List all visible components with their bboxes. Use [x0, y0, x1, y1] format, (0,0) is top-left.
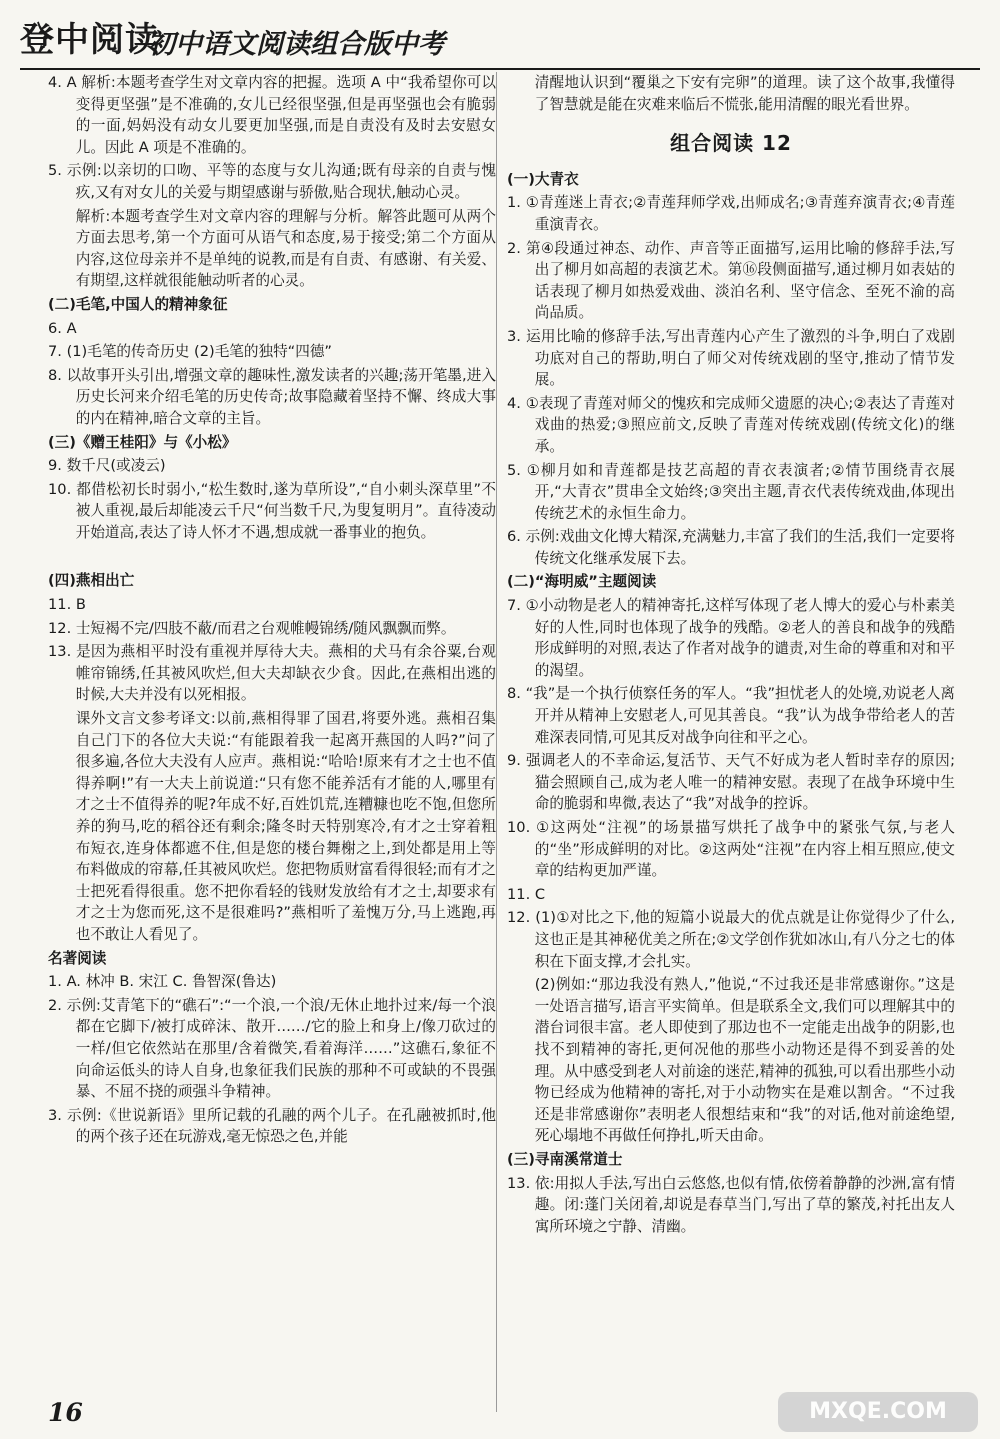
- answer-item: 3. 示例:《世说新语》里所记载的孔融的两个儿子。在孔融被抓时,他的两个孩子还在玩游戏,毫无惊恐之色,并能: [48, 1106, 496, 1146]
- answer-item: 12. (1)①对比之下,他的短篇小说最大的优点就是让你觉得少了什么,这也正是其神秘优美之所在;②文学创作犹如冰山,有八分之七的体积在下面支撑,才会扎实。: [507, 909, 955, 970]
- section-heading: (一)大青衣: [507, 170, 579, 188]
- answer-item: 11. C: [507, 885, 546, 903]
- answer-explanation: (2)例如:“那边我没有熟人,”他说,“不过我还是非常感谢你。”这是一处语言描写,语言平实简单。但是联系全文,我们可以理解其中的潜台词很丰富。老人即使到了那边也不一定能走出战争的阴影,也找不到精神的寄托,更何况他的那些小动物还是得不到妥善的处理。从中感受到老人对前途的迷茫,精神的孤独,可以看出那些小动物已经成为他精神的寄托,对于小动物实在是难以割舍。“不过我还是非常感谢你”表明老人很想结束和“我”的对话,他对前途绝望,死心塌地不再做任何挣扎,听天由命。: [534, 976, 955, 1145]
- page-number: 16: [48, 1398, 83, 1427]
- answer-item: 1. ①青莲迷上青衣;②青莲拜师学戏,出师成名;③青莲弃演青衣;④青莲重演青衣。: [507, 194, 955, 233]
- section-heading: (二)“海明威”主题阅读: [507, 573, 657, 591]
- answer-item: 1. A. 林冲 B. 宋江 C. 鲁智深(鲁达): [48, 973, 277, 991]
- group-title: 组合阅读 12: [670, 131, 792, 156]
- spacer: [48, 545, 496, 569]
- answer-item: 9. 强调老人的不幸命运,复活节、天气不好成为老人暂时幸存的原因;猫会照顾自己,成为老人唯一的精神安慰。表现了在战争环境中生命的脆弱和卑微,表达了“我”对战争的控诉。: [507, 752, 955, 813]
- watermark-logo: MXQE.COM: [778, 1392, 978, 1432]
- answer-item: 4. ①表现了青莲对师父的愧疚和完成师父遗愿的决心;②表达了青莲对戏曲的热爱;③照应前文,反映了青莲对传统戏剧(传统文化)的继承。: [507, 394, 955, 455]
- answer-item: 9. 数千尺(或凌云): [48, 457, 166, 475]
- answer-item: 13. 是因为燕相平时没有重视并厚待大夫。燕相的犬马有余谷粟,台观帷帘锦绣,任其被风吹烂,但大夫却缺衣少食。因此,在燕相出逃的时候,大夫并没有以死相报。: [48, 643, 496, 704]
- answer-item: 10. 都借松初长时弱小,“松生数时,遂为草所设”,“自小刺头深草里”不被人重视,最后却能凌云千尺“何当数千尺,为叟复明月”。直待凌动开始道高,表达了诗人怀才不遇,想成就一番事业的抱负。: [48, 480, 496, 541]
- answer-explanation: 课外文言文参考译文:以前,燕相得罪了国君,将要外逃。燕相召集自己门下的各位大夫说:“有能跟着我一起离开燕国的人吗?”问了很多遍,各位大夫没有人应声。燕相说:“哈哈!原来有才之士也不值得养啊!”有一大夫上前说道:“只有您不能养活有才能的人,哪里有才之士不值得养的呢?年成不好,百姓饥荒,连糟糠也吃不饱,但您所养的狗马,吃的稻谷还有剩余;隆冬时天特别寒冷,有才之士穿着粗布短衣,连身体都遮不住,但是您的楼台舞榭之上,到处都是用上等布料做成的帘幕,任其被风吹烂。您把物质财富看得很轻;而有才之士把死看得很重。您不把你看轻的钱财发放给有才之士,却要求有才之士为您而死,这不是很难吗?”燕相听了羞愧万分,马上逃跑,再也不敢让人看见了。: [75, 710, 496, 943]
- section-heading: (三)《赠王桂阳》与《小松》: [48, 433, 237, 451]
- section-heading: (四)燕相出亡: [48, 572, 135, 590]
- answer-item: 7. (1)毛笔的传奇历史 (2)毛笔的独特“四德”: [48, 343, 332, 361]
- answer-item: 7. ①小动物是老人的精神寄托,这样写体现了老人博大的爱心与朴素美好的人性,同时也体现了战争的残酷。②老人的善良和战争的残酷形成鲜明的对照,表达了作者对战争的谴责,对生命的尊重和对和平的渴望。: [507, 597, 955, 679]
- section-heading: 名著阅读: [48, 949, 107, 967]
- section-heading: (三)寻南溪常道士: [507, 1150, 623, 1168]
- answer-item: 8. 以故事开头引出,增强文章的趣味性,激发读者的兴趣;荡开笔墨,进入历史长河来介绍毛笔的历史传奇;故事隐藏着坚持不懈、终成大事的内在精神,暗合文章的主旨。: [48, 366, 496, 427]
- answer-item: 3. 运用比喻的修辞手法,写出青莲内心产生了激烈的斗争,明白了戏剧功底对自己的帮助,明白了师父对传统戏剧的坚守,推动了情节发展。: [507, 327, 955, 389]
- answer-explanation: 清醒地认识到“覆巢之下安有完卵”的道理。读了这个故事,我懂得了智慧就是能在灾难来临后不慌张,能用清醒的眼光看世界。: [534, 74, 955, 113]
- answer-item: 2. 示例:艾青笔下的“礁石”:“一个浪,一个浪/无休止地扑过来/每一个浪都在它脚下/被打成碎沫、散开……/它的脸上和身上/像刀砍过的一样/但它依然站在那里/含着微笑,看着海洋……”这礁石,象征不向命运低头的诗人自身,也象征我们民族的那种不可或缺的不畏强暴、不屈不挠的顽强斗争精神。: [48, 996, 496, 1101]
- answer-item: 13. 依:用拟人手法,写出白云悠悠,也似有情,依傍着静静的沙洲,富有情趣。闭:蓬门关闭着,却说是春草当门,写出了草的繁茂,衬托出友人寓所环境之宁静、清幽。: [507, 1174, 955, 1235]
- answer-item: 10. ①这两处“注视”的场景描写烘托了战争中的紧张气氛,与老人的“坐”形成鲜明的对比。②这两处“注视”在内容上相互照应,使文章的结构更加严谨。: [507, 819, 955, 880]
- answer-item: 12. 士短褐不完/四肢不蔽/而君之台观帷幔锦绣/随风飘飘而弊。: [48, 619, 456, 637]
- page-header: [20, 8, 980, 70]
- answer-item: 11. B: [48, 596, 86, 614]
- right-column: [507, 72, 955, 1239]
- answer-item: 5. 示例:以亲切的口吻、平等的态度与女儿沟通;既有母亲的自责与愧疚,又有对女儿的关爱与期望感谢与骄傲,贴合现状,触动心灵。: [48, 162, 496, 201]
- answer-item: 6. A: [48, 319, 77, 337]
- series-title: 初中语文阅读组合版中考: [148, 29, 445, 60]
- answer-explanation: 解析:本题考查学生对文章内容的理解与分析。解答此题可从两个方面去思考,第一个方面可从语气和态度,易于接受;第二个方面从内容,这位母亲并不是单纯的说教,而是有自责、有感谢、有关爱、有期望,这样就很能触动听者的心灵。: [75, 207, 496, 290]
- answer-item: 6. 示例:戏曲文化博大精深,充满魅力,丰富了我们的生活,我们一定要将传统文化继承发展下去。: [507, 528, 955, 567]
- answer-item: 2. 第④段通过神态、动作、声音等正面描写,运用比喻的修辞手法,写出了柳月如高超的表演艺术。第⑯段侧面描写,通过柳月如表姑的话表现了柳月如热爱戏曲、淡泊名利、坚守信念、至死不渝的高尚品质。: [507, 239, 955, 322]
- answer-item: 4. A 解析:本题考查学生对文章内容的把握。选项 A 中“我希望你可以变得更坚强”是不准确的,女儿已经很坚强,但是再坚强也会有脆弱的一面,妈妈没有动女儿要更加坚强,而是自责没有及时去安慰女儿。因此 A 项是不准确的。: [48, 74, 496, 156]
- answer-item: 8. “我”是一个执行侦察任务的军人。“我”担忧老人的处境,劝说老人离开并从精神上安慰老人,可见其善良。“我”认为战争带给老人的苦难深表同情,可见其反对战争向往和平之心。: [507, 685, 955, 746]
- section-heading: (二)毛笔,中国人的精神象征: [48, 295, 228, 313]
- column-divider: [496, 72, 497, 1412]
- header-rule: [20, 68, 980, 70]
- series-logo: 登中阅读: [20, 20, 160, 60]
- left-column: [48, 72, 496, 1150]
- answer-item: 5. ①柳月如和青莲都是技艺高超的青衣表演者;②情节围绕青衣展开,“大青衣”贯串全文始终;③突出主题,青衣代表传统戏曲,体现出传统艺术的永恒生命力。: [507, 461, 955, 522]
